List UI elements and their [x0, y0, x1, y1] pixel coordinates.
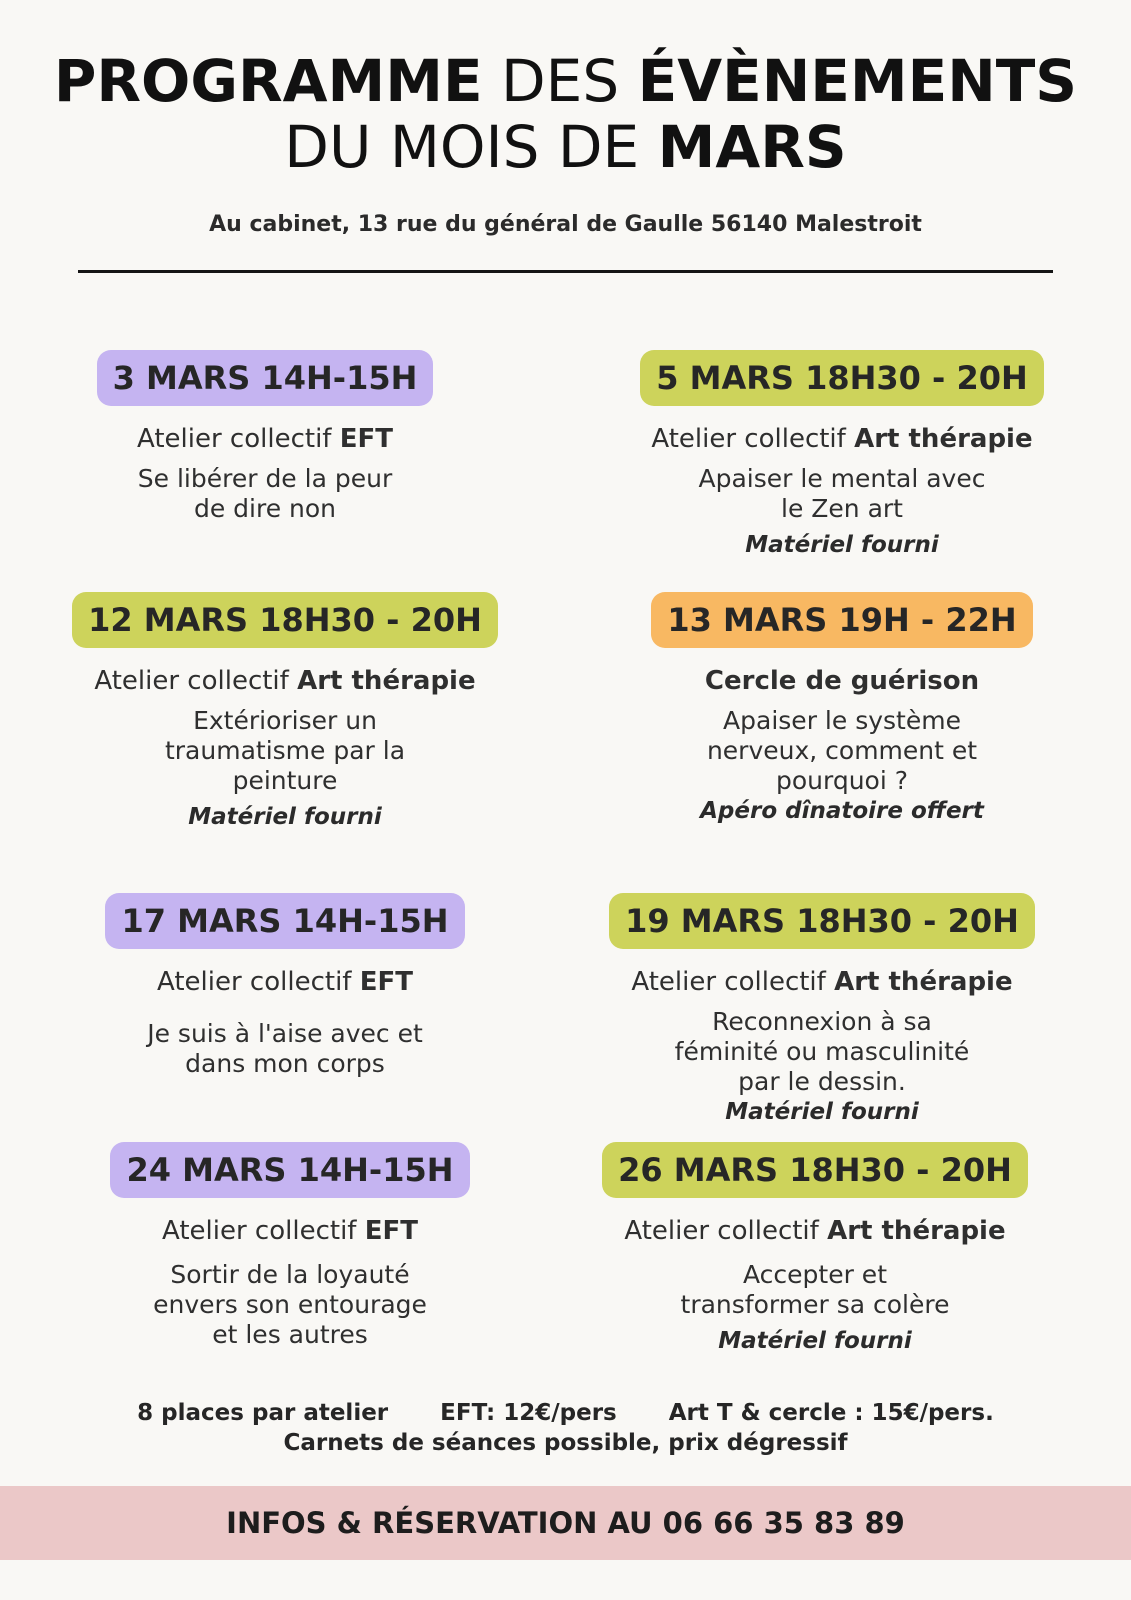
carnets-info: Carnets de séances possible, prix dégressif [283, 1430, 848, 1456]
art-price: Art T & cercle : 15€/pers. [668, 1400, 994, 1426]
event-type: Atelier collectif Art thérapie [651, 424, 1033, 454]
reservation-banner: INFOS & RÉSERVATION AU 06 66 35 83 89 [0, 1486, 1131, 1560]
event-description: Je suis à l'aise avec et dans mon corps [147, 1019, 423, 1078]
title-programme: PROGRAMME [53, 47, 483, 115]
event-date-badge: 19 MARS 18H30 - 20H [609, 893, 1035, 949]
event-card [5, 350, 525, 524]
event-materiel: Apéro dînatoire offert [700, 798, 984, 824]
event-description: Sortir de la loyauté envers son entourage et les autres [153, 1260, 427, 1349]
event-card [562, 893, 1082, 1127]
pricing-info [0, 1398, 1131, 1458]
event-materiel: Matériel fourni [725, 1099, 919, 1125]
event-materiel: Matériel fourni [718, 1328, 912, 1354]
event-type: Cercle de guérison [704, 666, 980, 696]
eft-price: EFT: 12€/pers [440, 1400, 617, 1426]
event-type: Atelier collectif EFT [137, 424, 393, 454]
page-title-line-1 [0, 48, 1131, 114]
event-materiel: Matériel fourni [745, 532, 939, 558]
title-mars: MARS [657, 113, 847, 181]
title-des: DES [501, 47, 620, 115]
page-title-line-2 [0, 114, 1131, 180]
event-description: Reconnexion à sa féminité ou masculinité par le dessin. [674, 1007, 970, 1096]
event-card [25, 893, 545, 1079]
event-description: Se libérer de la peur de dire non [137, 464, 393, 523]
event-description: Apaiser le mental avec le Zen art [698, 464, 986, 523]
title-evenements: ÉVÈNEMENTS [637, 47, 1078, 115]
event-description: Accepter et transformer sa colère [680, 1260, 950, 1319]
event-card [30, 1142, 550, 1350]
event-date-badge: 3 MARS 14H-15H [97, 350, 434, 406]
event-card [555, 1142, 1075, 1356]
event-materiel: Matériel fourni [188, 804, 382, 830]
event-card [582, 350, 1102, 560]
event-type: Atelier collectif Art thérapie [624, 1216, 1006, 1246]
title-du-mois-de: DU MOIS DE [284, 113, 640, 181]
divider [78, 270, 1053, 273]
event-description: Extérioriser un traumatisme par la peinture [164, 706, 406, 795]
event-date-badge: 26 MARS 18H30 - 20H [602, 1142, 1028, 1198]
event-date-badge: 24 MARS 14H-15H [110, 1142, 469, 1198]
event-date-badge: 17 MARS 14H-15H [105, 893, 464, 949]
event-card [582, 592, 1102, 826]
event-date-badge: 13 MARS 19H - 22H [651, 592, 1032, 648]
address: Au cabinet, 13 rue du général de Gaulle 56140 Malestroit [209, 212, 922, 237]
event-type: Atelier collectif EFT [157, 967, 413, 997]
event-description: Apaiser le système nerveux, comment et pourquoi ? [706, 706, 978, 795]
places-info: 8 places par atelier [137, 1400, 389, 1426]
event-type: Atelier collectif EFT [162, 1216, 418, 1246]
event-date-badge: 5 MARS 18H30 - 20H [640, 350, 1044, 406]
event-type: Atelier collectif Art thérapie [94, 666, 476, 696]
event-type: Atelier collectif Art thérapie [631, 967, 1013, 997]
event-date-badge: 12 MARS 18H30 - 20H [72, 592, 498, 648]
event-card [25, 592, 545, 832]
